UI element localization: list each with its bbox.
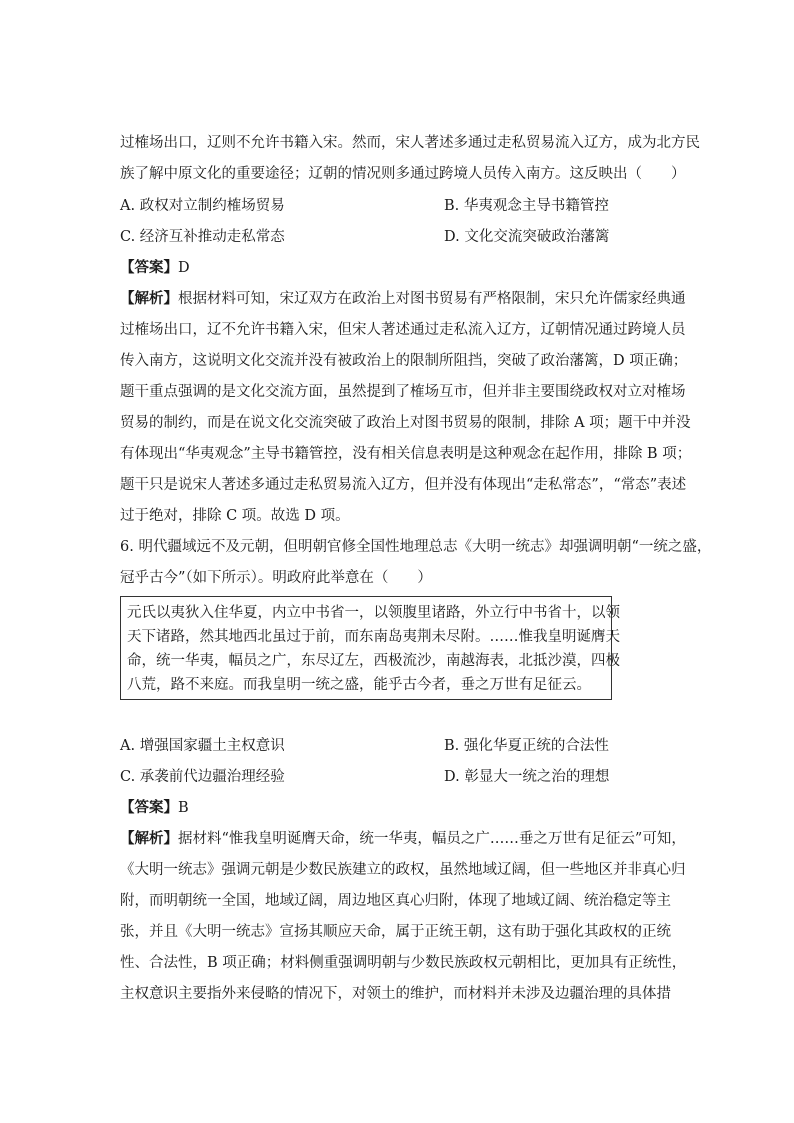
- stem-line: 过榷场出口，辽则不允许书籍入宋。然而，宋人著述多通过走私贸易流入辽方，成为北方民: [120, 135, 700, 151]
- analysis-line: 有体现出“华夷观念”主导书籍管控，没有相关信息表明是这种观念在起作用，排除 B 项；: [120, 446, 692, 462]
- quote-line: 天下诸路，然其地西北虽过于前，而东南岛夷荆未尽附。……惟我皇明诞膺天: [127, 629, 620, 645]
- option-a: A. 增强国家疆土主权意识: [120, 738, 285, 754]
- analysis-line: 性、合法性，B 项正确；材料侧重强调明朝与少数民族政权元朝相比，更加具有正统性，: [120, 955, 687, 971]
- option-c: C. 承袭前代边疆治理经验: [120, 769, 285, 785]
- analysis-line: 主权意识主要指外来侵略的情况下，对领土的维护，而材料并未涉及边疆治理的具体措: [120, 986, 671, 1002]
- question-6-stem-cont: 冠乎古今”（如下所示）。明政府此举意在（ ）: [120, 570, 432, 586]
- analysis-line: 题干重点强调的是文化交流方面，虽然提到了榷场互市，但并非主要围绕政权对立对榷场: [120, 384, 686, 400]
- analysis-line: 贸易的制约，而是在说文化交流突破了政治上对图书贸易的限制，排除 A 项；题干中并没: [120, 415, 691, 431]
- answer-line: [120, 798, 680, 818]
- analysis-line: [120, 289, 686, 309]
- analysis-line: 张，并且《大明一统志》宣扬其顺应天命，属于正统王朝，这有助于强化其政权的正统: [120, 924, 671, 940]
- option-c: C. 经济互补推动走私常态: [120, 229, 285, 245]
- analysis-line: 《大明一统志》强调元朝是少数民族建立的政权，虽然地域辽阔，但一些地区并非真心归: [120, 862, 686, 878]
- option-d: D. 彰显大一统之治的理想: [444, 769, 610, 785]
- stem-line: 族了解中原文化的重要途径；辽朝的情况则多通过跨境人员传入南方。这反映出（ ）: [120, 166, 686, 182]
- analysis-line: [120, 829, 686, 849]
- analysis-line: 附，而明朝统一全国，地域辽阔，周边地区真心归附，体现了地域辽阔、统治稳定等主: [120, 893, 671, 909]
- answer-value: D: [178, 260, 190, 276]
- source-quote: [120, 596, 620, 700]
- answer-label: 【答案】: [120, 259, 178, 276]
- quote-line: 元氏以夷狄入住华夏，内立中书省一，以领腹里诸路，外立行中书省十，以领: [127, 605, 620, 621]
- analysis-line: 传入南方，这说明文化交流并没有被政治上的限制所阻挡，突破了政治藩篱，D 项正确；: [120, 353, 688, 369]
- option-a: A. 政权对立制约榷场贸易: [120, 198, 285, 214]
- analysis-label: 【解析】: [120, 290, 178, 307]
- analysis-text: 据材料“惟我皇明诞膺天命，统一华夷，幅员之广……垂之万世有足征云”可知，: [178, 831, 686, 847]
- analysis-line: 过榷场出口，辽不允许书籍入宋，但宋人著述通过走私流入辽方，辽朝情况通过跨境人员: [120, 322, 686, 338]
- option-b: B. 华夷观念主导书籍管控: [444, 198, 609, 214]
- analysis-line: 题干只是说宋人著述多通过走私贸易流入辽方，但并没有体现出“走私常态”，“常态”表述: [120, 477, 687, 493]
- option-b: B. 强化华夏正统的合法性: [444, 738, 609, 754]
- analysis-label: 【解析】: [120, 830, 178, 847]
- option-d: D. 文化交流突破政治藩篱: [444, 229, 610, 245]
- answer-line: [120, 258, 680, 278]
- analysis-line: 过于绝对，排除 C 项。故选 D 项。: [120, 508, 350, 524]
- quote-line: 命，统一华夷，幅员之广，东尽辽左，西极流沙，南越海表，北抵沙漠，四极: [127, 653, 620, 669]
- analysis-text: 根据材料可知，宋辽双方在政治上对图书贸易有严格限制，宋只允许儒家经典通: [178, 291, 686, 307]
- quote-line: 八荒，路不来庭。而我皇明一统之盛，能乎古今者，垂之万世有足征云。: [127, 677, 591, 693]
- answer-label: 【答案】: [120, 799, 178, 816]
- question-6-stem: 6. 明代疆域远不及元朝，但明朝官修全国性地理总志《大明一统志》却强调明朝“一统之盛，: [120, 539, 712, 555]
- answer-value: B: [178, 800, 189, 816]
